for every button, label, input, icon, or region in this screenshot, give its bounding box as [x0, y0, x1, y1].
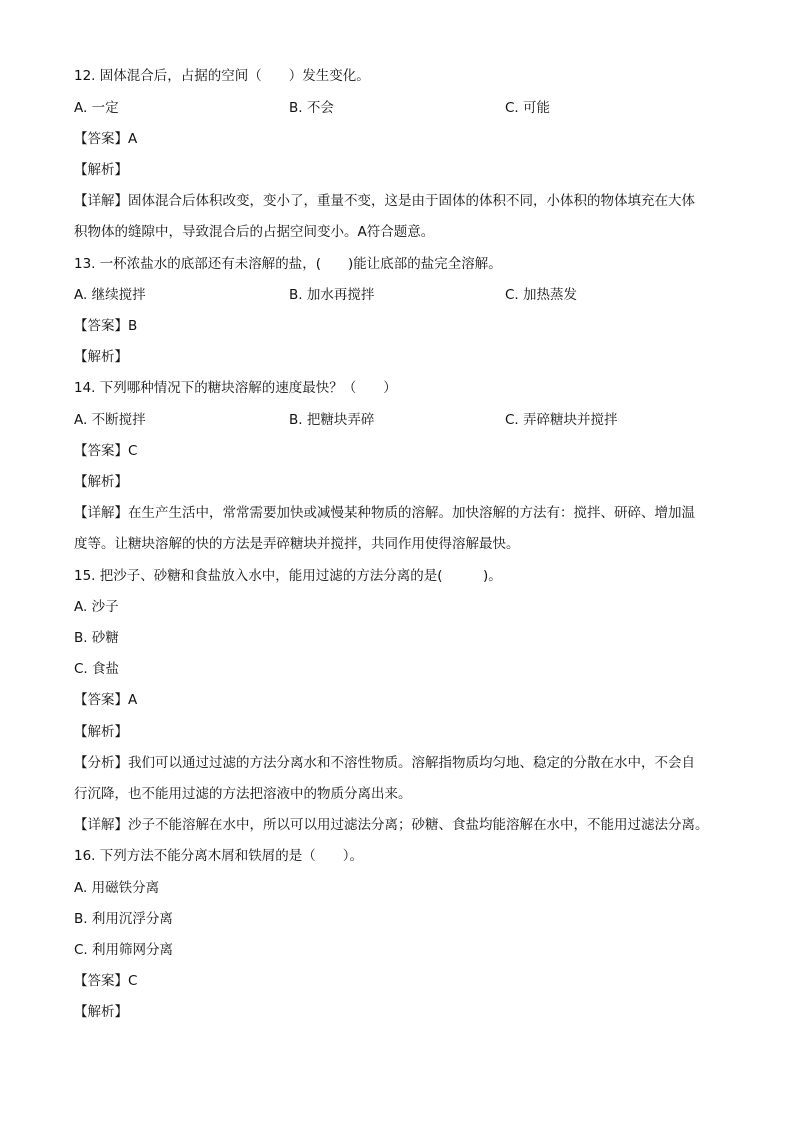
question-14-option-c: C. 弄碎糖块并搅拌: [505, 412, 618, 428]
question-12-option-a: A. 一定: [74, 100, 119, 116]
question-13-analysis-label: 【解析】: [74, 349, 128, 365]
question-15-option-c: C. 食盐: [74, 661, 120, 677]
question-16-stem: 16. 下列方法不能分离木屑和铁屑的是（ ）。: [74, 848, 364, 864]
question-14-detail-line-1: 【详解】在生产生活中，常常需要加快或减慢某种物质的溶解。加快溶解的方法有：搅拌、研碎、增加温: [74, 505, 695, 521]
question-15-option-a: A. 沙子: [74, 599, 119, 615]
question-14-option-a: A. 不断搅拌: [74, 412, 146, 428]
question-14-answer: 【答案】C: [74, 443, 138, 459]
question-16-option-b: B. 利用沉浮分离: [74, 911, 173, 927]
question-12-option-b: B. 不会: [289, 100, 334, 116]
question-12-analysis-label: 【解析】: [74, 162, 128, 178]
question-13-option-c: C. 加热蒸发: [505, 287, 578, 303]
question-15-analysis-label: 【解析】: [74, 724, 128, 740]
question-12-option-c: C. 可能: [505, 100, 551, 116]
question-15-stem: 15. 把沙子、砂糖和食盐放入水中，能用过滤的方法分离的是( )。: [74, 568, 502, 584]
question-14-detail-line-2: 度等。让糖块溶解的快的方法是弄碎糖块并搅拌，共同作用使得溶解最快。: [74, 536, 520, 552]
question-15-detail-line-1: 【详解】沙子不能溶解在水中，所以可以用过滤法分离；砂糖、食盐均能溶解在水中，不能用过滤法分离。: [74, 817, 709, 833]
question-14-option-b: B. 把糖块弄碎: [289, 412, 375, 428]
question-12-detail-line-1: 【详解】固体混合后体积改变，变小了，重量不变，这是由于固体的体积不同，小体积的物体填充在大体: [74, 193, 695, 209]
question-16-answer: 【答案】C: [74, 973, 138, 989]
question-15-analysis-line-1: 【分析】我们可以通过过滤的方法分离水和不溶性物质。溶解指物质均匀地、稳定的分散在水中，不会自: [74, 755, 695, 771]
question-15-answer: 【答案】A: [74, 692, 138, 708]
question-13-answer: 【答案】B: [74, 318, 138, 334]
question-14-stem: 14. 下列哪种情况下的糖块溶解的速度最快？（ ）: [74, 380, 397, 396]
question-14-analysis-label: 【解析】: [74, 474, 128, 490]
question-15-option-b: B. 砂糖: [74, 630, 119, 646]
question-12-answer: 【答案】A: [74, 131, 138, 147]
question-16-analysis-label: 【解析】: [74, 1004, 128, 1020]
question-13-stem: 13. 一杯浓盐水的底部还有未溶解的盐，( )能让底部的盐完全溶解。: [74, 256, 502, 272]
question-16-option-c: C. 利用筛网分离: [74, 942, 174, 958]
question-13-option-b: B. 加水再搅拌: [289, 287, 375, 303]
question-13-option-a: A. 继续搅拌: [74, 287, 146, 303]
question-15-analysis-line-2: 行沉降，也不能用过滤的方法把溶液中的物质分离出来。: [74, 786, 412, 802]
question-12-stem: 12. 固体混合后，占据的空间（ ）发生变化。: [74, 68, 370, 84]
question-16-option-a: A. 用磁铁分离: [74, 880, 160, 896]
question-12-detail-line-2: 积物体的缝隙中，导致混合后的占据空间变小。A符合题意。: [74, 224, 435, 240]
